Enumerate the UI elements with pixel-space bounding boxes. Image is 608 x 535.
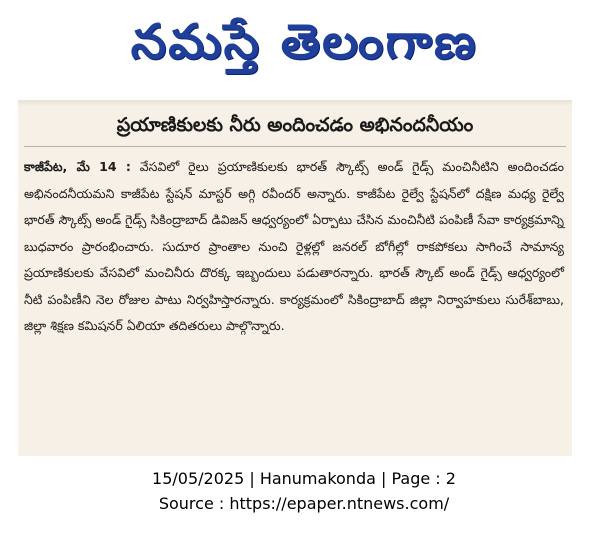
article-body [24,154,564,340]
publication-info: 15/05/2025 | Hanumakonda | Page : 2 [152,469,456,488]
source-link[interactable]: Source : https://epaper.ntnews.com/ [158,494,450,513]
masthead-logo-text: నమస్తే తెలంగాణ [130,14,478,70]
article-headline: ప్రయాణికులకు నీరు అందించడం అభినందనీయం [116,114,474,136]
clipping-footer [0,466,608,516]
headline-divider [24,146,566,147]
newspaper-masthead [0,0,608,90]
article-body-text: వేసవిలో రైలు ప్రయాణికులకు భారత్ స్కౌట్స్ అండ్ గైడ్స్ మంచినీటిని అందించడం అభినందనీయమని కాజీపేట స్టేషన్ మాస్టర్ అగ్గి రవీందర్ అన్నారు. కాజీపేట రైల్వే స్టేషన్‌లో దక్షిణ మధ్య రైల్వే భారత్ స్కౌట్స్ అండ్ గైడ్స్ సికింద్రాబాద్ డివిజన్ ఆధ్వర్యంలో ఏర్పాటు చేసిన మంచినీటి పంపిణీ సేవా కార్యక్రమాన్ని బుధవారం ప్రారంభించారు. సుదూర ప్రాంతాల నుంచి రైళ్లల్లో జనరల్ బోగీల్లో రాకపోకలు సాగించే సామాన్య ప్రయాణికులకు వేసవిలో మంచినీరు దొరక్క ఇబ్బందులు పడుతారన్నారు. భారత్ స్కౌట్ అండ్ గైడ్స్ ఆధ్వర్యంలో నీటి పంపిణీని నెల రోజుల పాటు నిర్వహిస్తారన్నారు. కార్యక్రమంలో సికింద్రాబాద్ జిల్లా నిర్వాహకులు సురేశ్‌బాబు, జిల్లా శిక్షణ కమిషనర్ ఏలియా తదితరులు పాల్గొన్నారు. [24,159,564,333]
article-dateline: కాజీపేట, మే 14 : [24,159,131,174]
article-clipping [18,100,572,456]
clipping-top-edge [18,100,572,106]
